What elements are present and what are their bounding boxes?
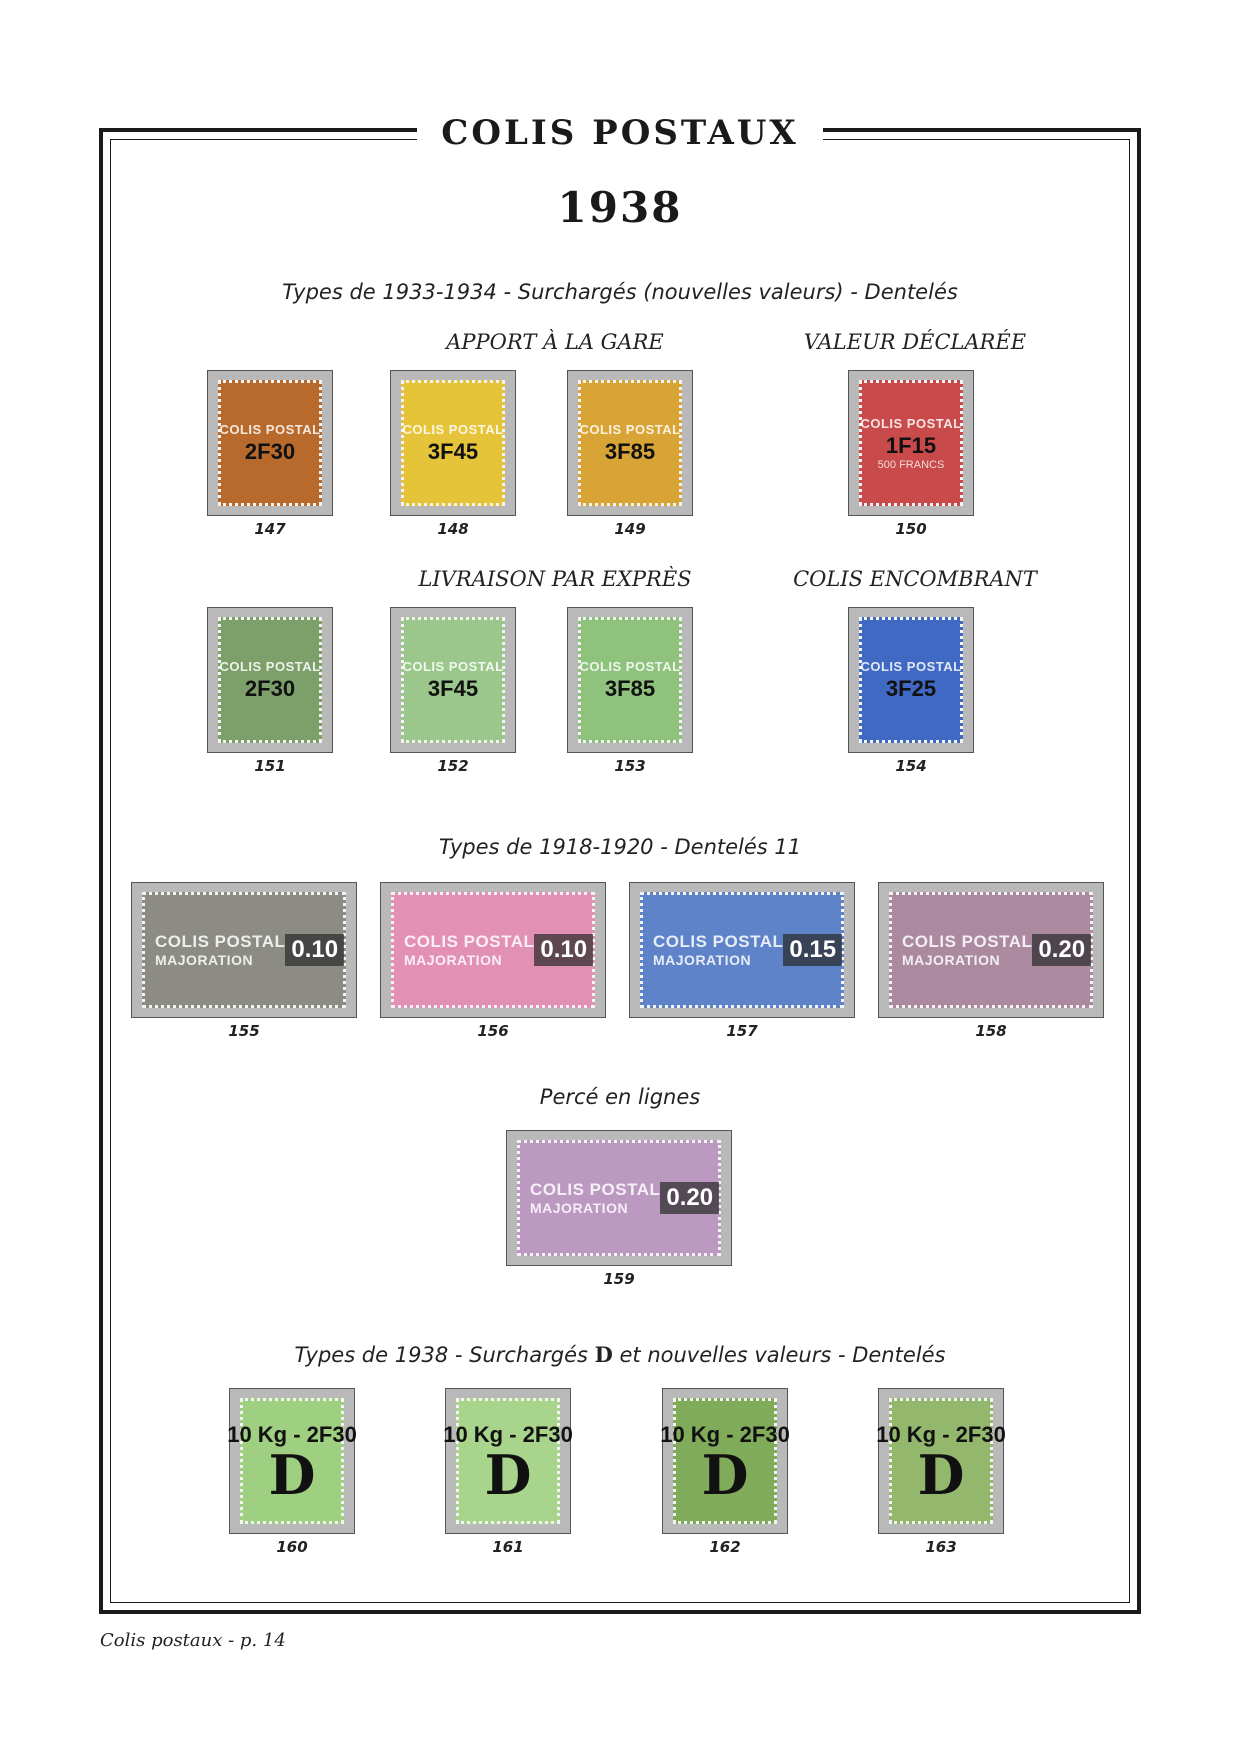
stamp-legend: COLIS POSTAL [860, 658, 962, 674]
stamp-162 [662, 1388, 788, 1534]
group-heading-livraison: LIVRAISON PAR EXPRÈS [418, 567, 692, 591]
stamp-number: 151 [254, 757, 286, 775]
title-band [0, 113, 1240, 153]
group-heading-apport: APPORT À LA GARE [446, 330, 664, 354]
stamp-number: 150 [895, 520, 927, 538]
stamp-161 [445, 1388, 571, 1534]
stamp-legend: COLIS POSTAL [579, 421, 681, 437]
stamp-148 [390, 370, 516, 516]
stamp-number: 157 [726, 1022, 758, 1040]
stamp-159 [506, 1130, 732, 1266]
stamp-152 [390, 607, 516, 753]
stamp-legend-block [404, 932, 534, 968]
stamp-legend: COLIS POSTAL [155, 932, 286, 951]
stamp-legend: COLIS POSTAL [402, 421, 504, 437]
stamp-legend-block [653, 932, 783, 968]
stamp-image [859, 380, 963, 506]
stamp-154 [848, 607, 974, 753]
stamp-number: 152 [437, 757, 469, 775]
stamp-number: 153 [614, 757, 646, 775]
stamp-149 [567, 370, 693, 516]
stamp-value: 3F45 [427, 675, 479, 701]
stamp-d-overprint: D [917, 1443, 965, 1507]
stamp-value: 0.20 [660, 1182, 719, 1214]
stamp-number: 156 [477, 1022, 509, 1040]
stamp-image [859, 617, 963, 743]
stamp-value: 3F25 [885, 675, 937, 701]
stamp-value: 0.10 [285, 934, 344, 966]
page-frame-inner [110, 139, 1130, 1603]
stamp-value: 0.10 [534, 934, 593, 966]
stamp-d-overprint: D [701, 1443, 749, 1507]
caption-1938-prefix: Types de 1938 - Surchargés [294, 1343, 595, 1367]
stamp-value: 3F85 [604, 438, 656, 464]
stamp-value: 3F85 [604, 675, 656, 701]
stamp-147 [207, 370, 333, 516]
stamp-number: 162 [709, 1538, 741, 1556]
stamp-153 [567, 607, 693, 753]
stamp-160 [229, 1388, 355, 1534]
stamp-number: 160 [276, 1538, 308, 1556]
stamp-value: 0.20 [1032, 934, 1091, 966]
stamp-legend-block [902, 932, 1032, 968]
stamp-image [578, 380, 682, 506]
stamp-image [578, 617, 682, 743]
section-caption-1938 [0, 1342, 1240, 1367]
stamp-sub-legend: 500 FRANCS [877, 458, 945, 471]
stamp-value: 0.15 [783, 934, 842, 966]
stamp-legend: COLIS POSTAL [579, 658, 681, 674]
stamp-sub-legend: MAJORATION [653, 952, 752, 968]
stamp-150 [848, 370, 974, 516]
stamp-163 [878, 1388, 1004, 1534]
group-heading-encombrant: COLIS ENCOMBRANT [793, 567, 1037, 591]
stamp-image [443, 1398, 573, 1524]
stamp-image [889, 892, 1093, 1008]
stamp-number: 154 [895, 757, 927, 775]
stamp-legend-block [155, 932, 285, 968]
stamp-number: 148 [437, 520, 469, 538]
stamp-155 [131, 882, 357, 1018]
caption-1938-suffix: et nouvelles valeurs - Dentelés [612, 1343, 946, 1367]
stamp-156 [380, 882, 606, 1018]
stamp-sub-legend: MAJORATION [155, 952, 254, 968]
stamp-image [142, 892, 346, 1008]
stamp-image [391, 892, 595, 1008]
stamp-image [401, 617, 505, 743]
stamp-number: 147 [254, 520, 286, 538]
caption-1938-d: D [594, 1342, 613, 1367]
stamp-number: 158 [975, 1022, 1007, 1040]
stamp-sub-legend: MAJORATION [530, 1200, 629, 1216]
stamp-image [517, 1140, 721, 1256]
stamp-legend: COLIS POSTAL [653, 932, 784, 951]
stamp-158 [878, 882, 1104, 1018]
stamp-number: 149 [614, 520, 646, 538]
stamp-surcharge: 10 Kg - 2F30 [876, 1422, 1006, 1447]
stamp-sub-legend: MAJORATION [404, 952, 503, 968]
section-caption-1933: Types de 1933-1934 - Surchargés (nouvelles valeurs) - Dentelés [282, 280, 958, 304]
stamp-number: 161 [492, 1538, 524, 1556]
stamp-legend: COLIS POSTAL [219, 658, 321, 674]
page-title: COLIS POSTAUX [417, 113, 822, 153]
stamp-image [218, 617, 322, 743]
stamp-value: 3F45 [427, 438, 479, 464]
stamp-image [227, 1398, 357, 1524]
section-caption-1918: Types de 1918-1920 - Dentelés 11 [438, 835, 802, 859]
stamp-number: 163 [925, 1538, 957, 1556]
stamp-number: 159 [603, 1270, 635, 1288]
stamp-sub-legend: MAJORATION [902, 952, 1001, 968]
stamp-value: 1F15 [885, 432, 937, 458]
stamp-legend: COLIS POSTAL [219, 421, 321, 437]
stamp-legend: COLIS POSTAL [530, 1180, 661, 1199]
stamp-image [401, 380, 505, 506]
stamp-legend: COLIS POSTAL [402, 658, 504, 674]
stamp-value: 2F30 [244, 438, 296, 464]
stamp-image [218, 380, 322, 506]
page-footer: Colis postaux - p. 14 [100, 1630, 286, 1651]
group-heading-valeur: VALEUR DÉCLARÉE [803, 330, 1027, 354]
stamp-image [660, 1398, 790, 1524]
stamp-surcharge: 10 Kg - 2F30 [227, 1422, 357, 1447]
stamp-image [640, 892, 844, 1008]
stamp-151 [207, 607, 333, 753]
stamp-image [876, 1398, 1006, 1524]
stamp-legend: COLIS POSTAL [902, 932, 1033, 951]
section-caption-perce: Percé en lignes [539, 1085, 701, 1109]
stamp-surcharge: 10 Kg - 2F30 [443, 1422, 573, 1447]
stamp-legend: COLIS POSTAL [860, 415, 962, 431]
stamp-value: 2F30 [244, 675, 296, 701]
stamp-157 [629, 882, 855, 1018]
stamp-surcharge: 10 Kg - 2F30 [660, 1422, 790, 1447]
stamp-legend: COLIS POSTAL [404, 932, 535, 951]
page-year: 1938 [557, 183, 683, 232]
stamp-number: 155 [228, 1022, 260, 1040]
stamp-d-overprint: D [268, 1443, 316, 1507]
stamp-legend-block [530, 1180, 660, 1216]
stamp-d-overprint: D [484, 1443, 532, 1507]
